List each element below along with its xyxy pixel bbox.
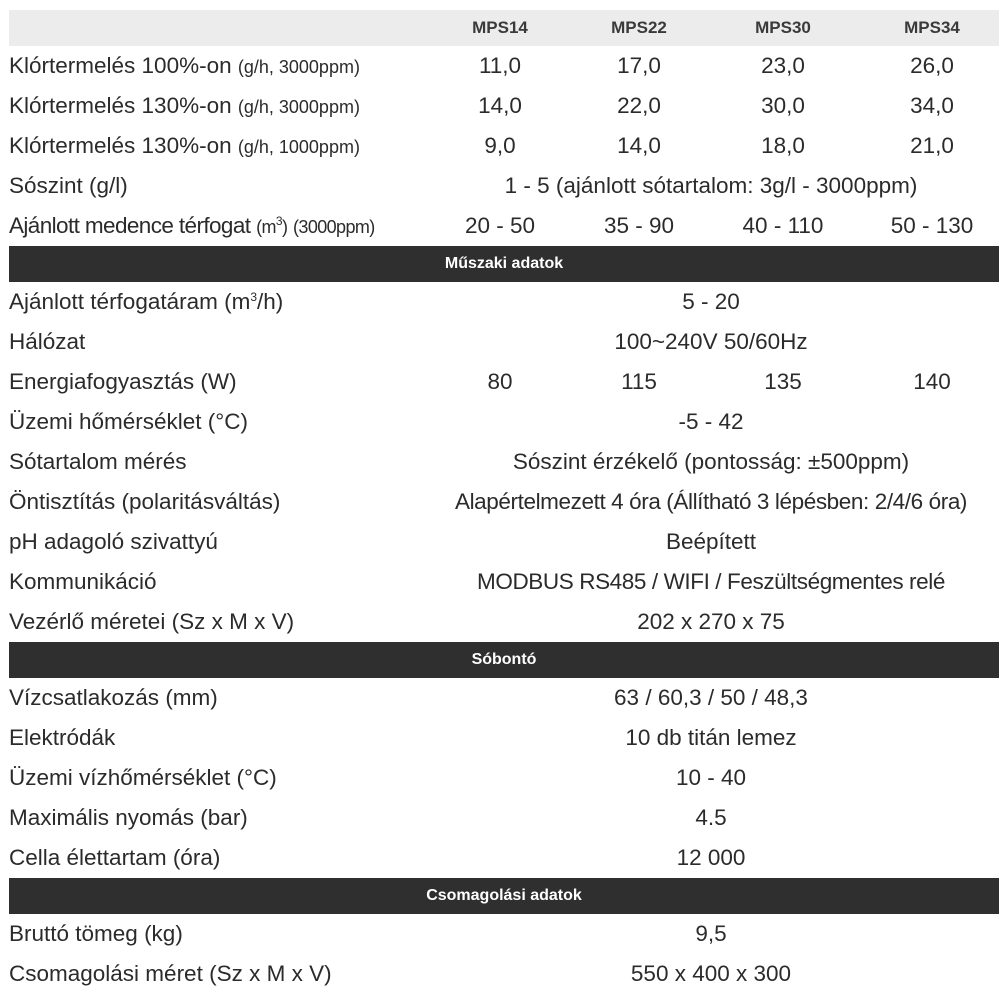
cell-value: 30,0 bbox=[761, 93, 805, 118]
row-label: Cella élettartam (óra) bbox=[9, 845, 221, 870]
label-part: Ajánlott térfogatáram (m bbox=[9, 289, 251, 314]
cell-value: 35 - 90 bbox=[603, 213, 675, 238]
model-header: MPS30 bbox=[755, 18, 811, 37]
row-label: Energiafogyasztás (W) bbox=[9, 369, 237, 394]
row-label: Elektródák bbox=[9, 725, 116, 750]
cell-value: 550 x 400 x 300 bbox=[630, 961, 792, 986]
cell-value: 21,0 bbox=[910, 133, 954, 158]
table-row bbox=[9, 166, 999, 206]
table-row bbox=[9, 562, 999, 602]
cell-value: 14,0 bbox=[478, 93, 522, 118]
cell-value: 10 db titán lemez bbox=[625, 725, 797, 750]
cell-value: 100~240V 50/60Hz bbox=[614, 329, 808, 354]
row-label bbox=[9, 126, 423, 166]
label-superscript: 3 bbox=[250, 290, 258, 304]
cell-value: 63 / 60,3 / 50 / 48,3 bbox=[614, 685, 808, 710]
table-row bbox=[9, 718, 999, 758]
cell-value: Sószint érzékelő (pontosság: ±500ppm) bbox=[512, 449, 910, 474]
unit-superscript: 3 bbox=[275, 214, 282, 228]
table-row bbox=[9, 86, 999, 126]
table-row bbox=[9, 482, 999, 522]
cell-value: 20 - 50 bbox=[464, 213, 536, 238]
section-header-row bbox=[9, 642, 999, 678]
cell-value: 23,0 bbox=[761, 53, 805, 78]
table-row bbox=[9, 442, 999, 482]
cell-value: 5 - 20 bbox=[682, 289, 740, 314]
cell-value: 34,0 bbox=[910, 93, 954, 118]
table-row bbox=[9, 678, 999, 718]
row-label: Csomagolási méret (Sz x M x V) bbox=[9, 961, 332, 986]
row-label: Hálózat bbox=[9, 329, 86, 354]
table-row bbox=[9, 46, 999, 86]
cell-value: 26,0 bbox=[910, 53, 954, 78]
row-label: Üzemi vízhőmérséklet (°C) bbox=[9, 765, 277, 790]
cell-value: 50 - 130 bbox=[890, 213, 974, 238]
cell-value: 9,5 bbox=[695, 921, 727, 946]
table-row bbox=[9, 206, 999, 246]
row-unit: (g/h, 3000ppm) bbox=[237, 97, 360, 117]
row-label: pH adagoló szivattyú bbox=[9, 529, 218, 554]
header-empty-cell bbox=[9, 10, 423, 46]
row-label-text: Klórtermelés 100%-on bbox=[9, 53, 232, 78]
model-header: MPS34 bbox=[904, 18, 960, 37]
model-header: MPS14 bbox=[472, 18, 528, 37]
cell-value: 4.5 bbox=[695, 805, 727, 830]
cell-value: 115 bbox=[621, 369, 657, 394]
label-part: /h) bbox=[257, 289, 284, 314]
cell-value: 1 - 5 (ajánlott sótartalom: 3g/l - 3000ppm) bbox=[504, 173, 918, 198]
row-label: Sószint (g/l) bbox=[9, 173, 128, 198]
cell-value: 9,0 bbox=[484, 133, 516, 158]
table-row bbox=[9, 914, 999, 954]
table-row bbox=[9, 126, 999, 166]
cell-value: 11,0 bbox=[478, 53, 522, 78]
unit-part: (m bbox=[256, 217, 276, 237]
section-title: Sóbontó bbox=[471, 651, 537, 668]
cell-value: 18,0 bbox=[761, 133, 805, 158]
section-header-row bbox=[9, 246, 999, 282]
model-header: MPS22 bbox=[611, 18, 667, 37]
row-label bbox=[9, 206, 423, 246]
table-row bbox=[9, 798, 999, 838]
row-label-text: Klórtermelés 130%-on bbox=[9, 133, 232, 158]
cell-value: 202 x 270 x 75 bbox=[637, 609, 785, 634]
row-label: Öntisztítás (polaritásváltás) bbox=[9, 489, 281, 514]
row-label: Vezérlő méretei (Sz x M x V) bbox=[9, 609, 295, 634]
row-label-text: Ajánlott medence térfogat bbox=[9, 213, 251, 238]
row-label: Maximális nyomás (bar) bbox=[9, 805, 248, 830]
table-row bbox=[9, 602, 999, 642]
table-row bbox=[9, 282, 999, 322]
row-label bbox=[9, 46, 423, 86]
spec-table bbox=[9, 10, 999, 994]
table-row bbox=[9, 954, 999, 994]
cell-value: Alapértelmezett 4 óra (Állítható 3 lépésben: 2/4/6 óra) bbox=[454, 489, 968, 514]
cell-value: 22,0 bbox=[617, 93, 661, 118]
table-row bbox=[9, 838, 999, 878]
cell-value: 12 000 bbox=[676, 845, 746, 870]
cell-value: 14,0 bbox=[617, 133, 661, 158]
cell-value: 40 - 110 bbox=[742, 213, 824, 238]
row-label: Kommunikáció bbox=[9, 569, 157, 594]
cell-value: 17,0 bbox=[617, 53, 661, 78]
row-label: Üzemi hőmérséklet (°C) bbox=[9, 409, 249, 434]
row-unit: (g/h, 1000ppm) bbox=[237, 137, 360, 157]
row-label-text: Klórtermelés 130%-on bbox=[9, 93, 232, 118]
cell-value: 10 - 40 bbox=[675, 765, 747, 790]
table-row bbox=[9, 402, 999, 442]
cell-value: Beépített bbox=[665, 529, 757, 554]
row-label bbox=[9, 86, 423, 126]
section-title: Csomagolási adatok bbox=[426, 887, 582, 904]
unit-part: ) bbox=[281, 217, 288, 237]
row-label: Vízcsatlakozás (mm) bbox=[9, 685, 218, 710]
cell-value: 140 bbox=[913, 369, 951, 394]
row-label: Sótartalom mérés bbox=[9, 449, 187, 474]
table-row bbox=[9, 758, 999, 798]
table-row bbox=[9, 362, 999, 402]
section-header-row bbox=[9, 878, 999, 914]
section-title: Műszaki adatok bbox=[444, 255, 564, 272]
cell-value: MODBUS RS485 / WIFI / Feszültségmentes relé bbox=[477, 569, 945, 594]
row-unit: (g/h, 3000ppm) bbox=[237, 57, 360, 77]
cell-value: 80 bbox=[487, 369, 513, 394]
row-label: Bruttó tömeg (kg) bbox=[9, 921, 183, 946]
table-row bbox=[9, 322, 999, 362]
row-unit bbox=[256, 214, 288, 237]
cell-value: -5 - 42 bbox=[678, 409, 744, 434]
row-label bbox=[9, 282, 423, 322]
row-unit-extra: (3000ppm) bbox=[293, 217, 375, 237]
cell-value: 135 bbox=[764, 369, 802, 394]
table-row bbox=[9, 522, 999, 562]
model-header-row bbox=[9, 10, 999, 46]
